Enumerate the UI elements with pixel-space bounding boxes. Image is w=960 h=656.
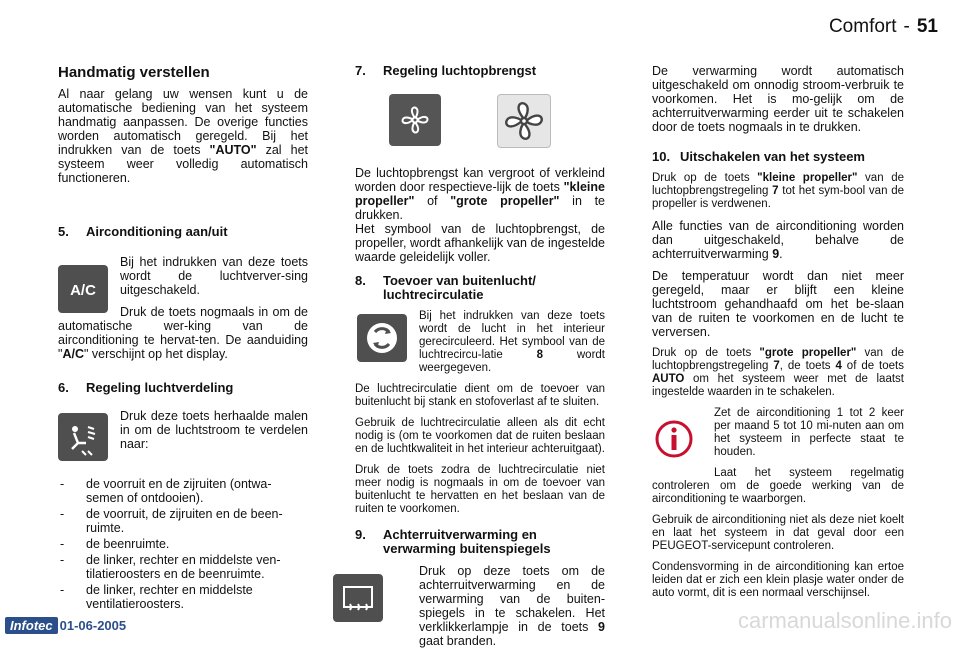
info-block <box>652 407 904 600</box>
distribution-paragraph: Druk deze toets herhaalde malen in om de luchtstroom te verdelen naar: <box>120 409 308 451</box>
info-paragraph-1: Zet de airconditioning 1 tot 2 keer per maand 5 tot 10 mi-nuten aan om het systeem in perfecte staat te houden. <box>714 407 904 458</box>
text: Druk op de toets <box>652 347 760 359</box>
ac-text: Druk de toets nogmaals in om de automatische wer-king van de airconditioning te hervat-ten. De aanduiding " <box>58 305 308 361</box>
heading-text: Toevoer van buitenlucht/ luchtrecirculatie <box>383 273 536 302</box>
heading-number: 10. <box>652 149 671 164</box>
heading-number: 5. <box>58 224 69 239</box>
section-title-manual: Handmatig verstellen <box>58 64 210 81</box>
intro-text-end: zal het systeem weer volledig automatisch functioneren. <box>58 143 308 185</box>
heading-number: 8. <box>355 273 366 288</box>
info-paragraph-4: Condensvorming in de airconditioning kan ertoe leiden dat er zich een klein plasje water onder de auto vormt, dit is een normaal verschijnsel. <box>652 561 904 599</box>
recirculation-text: Bij het indrukken van deze toets wordt de lucht in het interieur gerecirculeerd. Het symbool van de luchtrecircu-latie <box>419 310 605 361</box>
block-rear-defrost <box>355 564 605 648</box>
list-item <box>58 553 308 581</box>
heading-text: Regeling luchtverdeling <box>86 380 234 395</box>
recirculation-number: 8 <box>536 349 543 361</box>
recirculation-paragraph-2: De luchtrecirculatie dient om de toevoer van buitenlucht bij stank en stofoverlast af te sluiten. <box>355 383 605 408</box>
rear-defrost-number: 9 <box>598 620 605 634</box>
column-right <box>652 64 904 608</box>
recirculation-icon <box>357 314 407 362</box>
large-fan-label: "grote propeller" <box>759 347 857 359</box>
list-item-text: de voorruit en de zijruiten (ontwa-semen of ontdooien). <box>86 477 272 505</box>
fan-text: De luchtopbrengst kan vergroot of verkleind worden door respectieve-lijk de toets <box>355 166 605 194</box>
recirculation-paragraph-4: Druk de toets zodra de luchtrecirculatie niet meer nodig is nogmaals in om de toevoer van buitenlucht te hervatten en het beslaan van de ruiten te voorkomen. <box>355 464 605 515</box>
small-fan-icon <box>389 94 441 146</box>
number: 9 <box>772 247 780 261</box>
list-dash: - <box>60 507 65 521</box>
info-paragraph-3: Gebruik de airconditioning niet als deze niet koelt en laat het systeem in dat geval door een PEUGEOT-servicepunt controleren. <box>652 514 904 552</box>
heading-text: Achterruitverwarming en verwarming buitenspiegels <box>383 527 551 556</box>
heading-7 <box>355 64 605 78</box>
text: . <box>779 247 783 261</box>
rear-defrost-icon <box>333 574 383 622</box>
list-dash: - <box>60 537 65 551</box>
header-separator: - <box>903 16 910 37</box>
list-dash: - <box>60 583 65 597</box>
heading-number: 7. <box>355 63 366 78</box>
text: van de luchtopbrengstregeling <box>652 347 905 372</box>
watermark: carmanualsonline.info <box>737 608 952 633</box>
heading-number: 6. <box>58 380 69 395</box>
ac-text-end: " verschijnt op het display. <box>83 347 228 361</box>
number: 7 <box>773 360 780 372</box>
block-ac <box>58 255 308 361</box>
rear-defrost-text-end: gaat branden. <box>419 634 497 648</box>
ac-icon-label: A/C <box>70 282 96 299</box>
heading-5 <box>58 225 308 239</box>
footer-date: 01-06-2005 <box>59 618 127 633</box>
list-item-text: de linker, rechter en middelste ventilatieroosters. <box>86 583 253 611</box>
footer <box>5 617 126 634</box>
list-item <box>58 537 308 551</box>
rear-defrost-text: Druk op deze toets om de achterruitverwarming en de verwarming van de buiten-spiegels in te schakelen. Het verklikkerlampje in de toets <box>419 564 605 634</box>
small-fan-label: "kleine propeller" <box>757 172 858 184</box>
heading-10 <box>652 150 904 164</box>
section-title: Comfort <box>828 16 897 37</box>
infotec-badge: Infotec <box>5 617 58 634</box>
system-off-paragraph-4 <box>652 347 904 399</box>
fan-paragraph-2: Het symbool van de luchtopbrengst, de propeller, wordt afhankelijk van de ingestelde waarde geleidelijk voller. <box>355 222 605 264</box>
page-number: 51 <box>916 16 938 37</box>
number: 4 <box>835 360 842 372</box>
auto-key-label: "AUTO" <box>209 143 257 157</box>
text: tot het sym-bool van de propeller is verdwenen. <box>652 185 904 210</box>
list-dash: - <box>60 553 65 567</box>
heading-6 <box>58 381 308 395</box>
auto-label: AUTO <box>652 373 685 385</box>
heading-text: Uitschakelen van het systeem <box>680 149 865 164</box>
heading-9 <box>355 528 605 556</box>
intro-paragraph <box>58 87 308 185</box>
text: Alle functies van de airconditioning worden dan uitgeschakeld, behalve de achterruitverwarming <box>652 219 904 261</box>
number: 7 <box>772 185 779 197</box>
list-item <box>58 583 308 611</box>
rear-defrost-paragraph <box>419 564 605 648</box>
heading-text: Regeling luchtopbrengst <box>383 63 537 78</box>
system-off-paragraph-3: De temperatuur wordt dan niet meer geregeld, maar er blijft een kleine luchtstroom gehandhaafd om het be-slaan van de ruiten te voorkomen en de lucht te verversen. <box>652 269 904 339</box>
small-fan-label: "kleine propeller" <box>355 180 605 208</box>
fan-paragraph-1 <box>355 166 605 264</box>
column-left <box>58 64 308 613</box>
heading-number: 9. <box>355 527 366 542</box>
recirculation-text-end: wordt weergegeven. <box>419 349 605 374</box>
text: Druk op de toets <box>652 172 758 184</box>
air-distribution-icon <box>58 413 108 461</box>
fan-text-mid: of <box>414 194 451 208</box>
recirculation-paragraph-3: Gebruik de luchtrecirculatie alleen als dit echt nodig is (om te voorkomen dat de ruiten beslaan en de luchtkwaliteit in het interieur achteruitgaat). <box>355 417 605 455</box>
block-distribution <box>58 409 308 451</box>
text: , de toets <box>779 360 836 372</box>
block-recirculation <box>355 310 605 375</box>
list-item-text: de voorruit, de zijruiten en de been-ruimte. <box>86 507 283 535</box>
large-fan-label: "grote propeller" <box>450 194 560 208</box>
list-item <box>58 507 308 535</box>
heading-text: Airconditioning aan/uit <box>86 224 228 239</box>
list-item-text: de beenruimte. <box>86 537 170 551</box>
fan-buttons <box>389 94 605 148</box>
system-off-paragraph-2 <box>652 219 904 261</box>
system-off-paragraph-1 <box>652 172 904 211</box>
list-item-text: de linker, rechter en middelste ven-tilatieroosters en de beenruimte. <box>86 553 281 581</box>
heading-8 <box>355 274 605 302</box>
info-paragraph-2: Laat het systeem regelmatig controleren om de goede werking van de airconditioning te waarborgen. <box>652 467 904 505</box>
text: van de luchtopbrengstregeling <box>652 172 904 197</box>
intro-text: Al naar gelang uw wensen kunt u de automatische bediening van het systeem handmatig aanpassen. De overige functies worden automatisch geregeld. Bij het indrukken van de toets <box>58 87 308 157</box>
page-header <box>829 16 938 38</box>
text: of de toets <box>841 360 904 372</box>
column-middle <box>355 64 605 656</box>
ac-label: A/C <box>62 347 84 361</box>
text: om het systeem weer met de laatst ingestelde waarden in te schakelen. <box>652 373 904 398</box>
auto-off-paragraph: De verwarming wordt automatisch uitgeschakeld om onnodig stroom-verbruik te voorkomen. Het is mo-gelijk om de achterruitverwarming eerder uit te schakelen door de toets nogmaals in te drukken. <box>652 64 904 134</box>
large-fan-icon <box>497 94 551 148</box>
fan-text-end: in te drukken. <box>355 194 606 222</box>
ac-paragraph-1: Bij het indrukken van deze toets wordt de luchtverver-sing uitgeschakeld. <box>120 255 308 297</box>
ac-paragraph-2 <box>58 305 308 361</box>
info-icon <box>652 417 700 461</box>
list-item <box>58 477 308 505</box>
list-dash: - <box>60 477 65 491</box>
distribution-list <box>58 477 308 611</box>
ac-button-icon <box>58 265 108 313</box>
